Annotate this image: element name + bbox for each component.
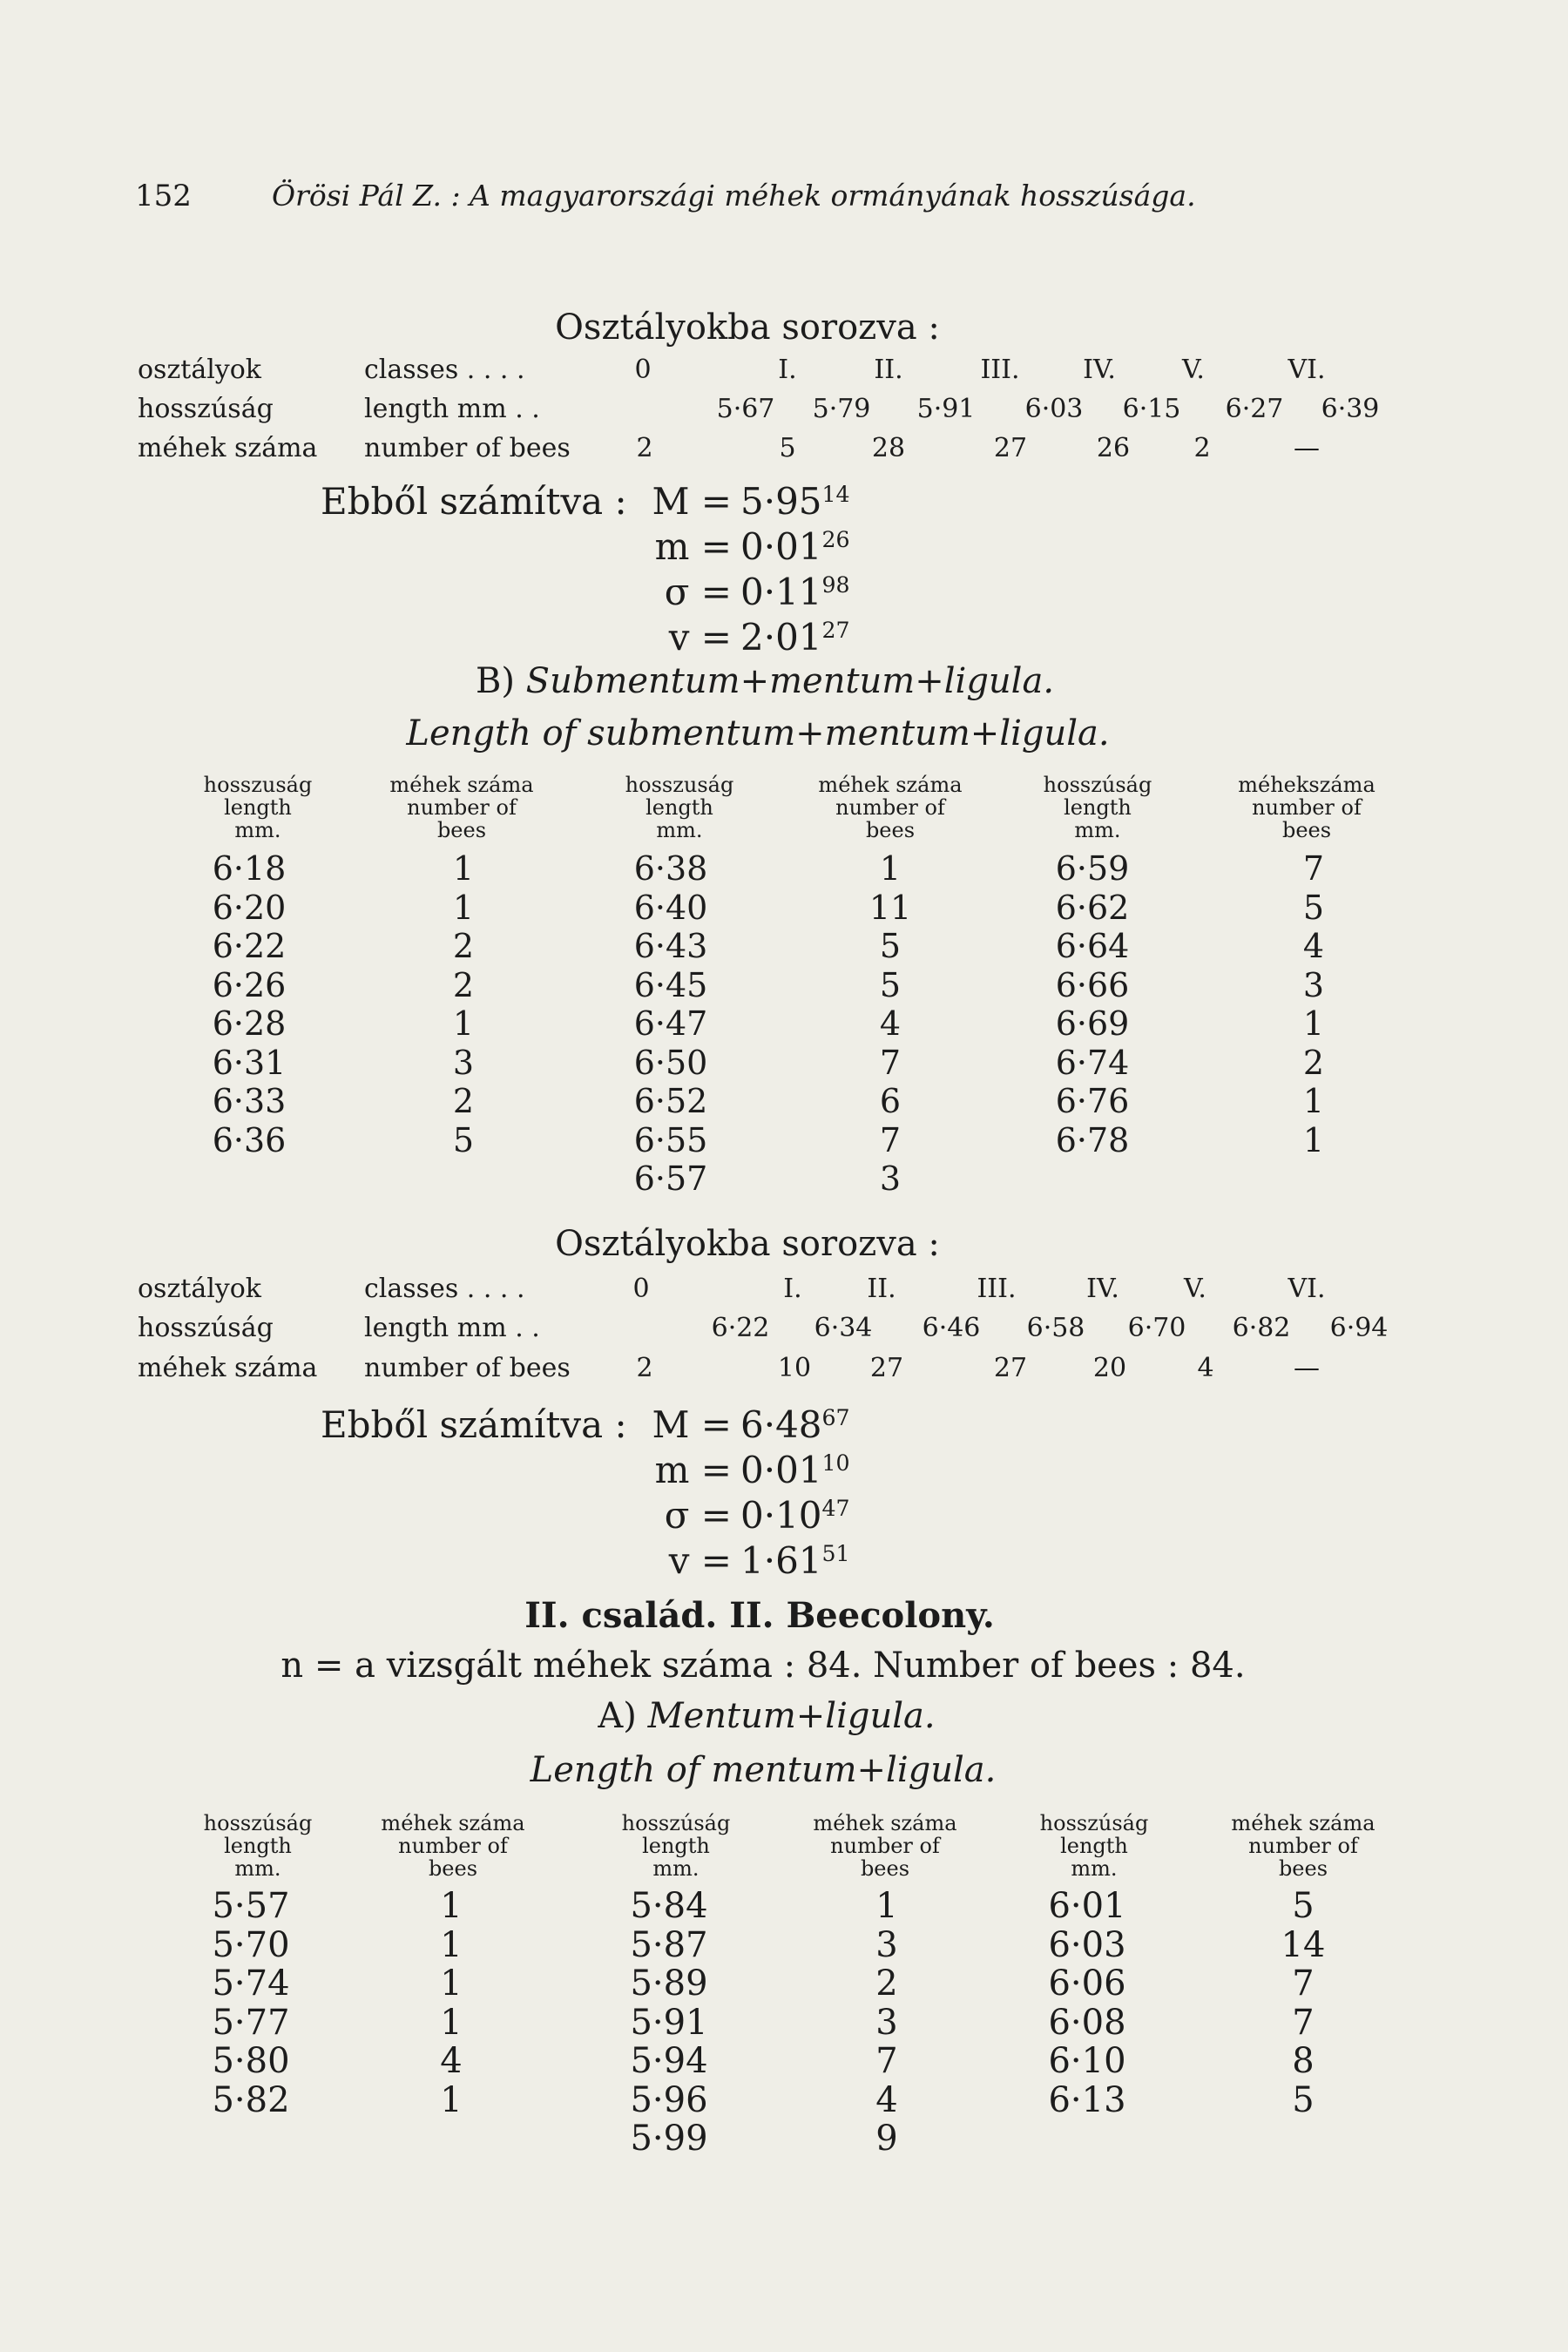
label-classes-hu: osztályok bbox=[138, 1274, 261, 1304]
table-length-cell: 5·80 bbox=[212, 2041, 290, 2081]
table-length-cell: 5·91 bbox=[630, 2002, 708, 2043]
stat-value-M: $6\cdot 48^{67}$ bbox=[740, 1403, 850, 1446]
table-length-cell: 6·62 bbox=[1055, 888, 1130, 927]
section-b-title: B) Submentum+mentum+ligula. bbox=[475, 661, 1055, 701]
table-bees-cell: 3 bbox=[875, 2002, 898, 2043]
table-length-cell: 6·06 bbox=[1048, 1963, 1126, 2004]
bees-cell: 10 bbox=[777, 1353, 812, 1383]
table-length-cell: 6·52 bbox=[633, 1082, 708, 1120]
col-header-bees: méhek száma number of bees bbox=[813, 1811, 957, 1881]
table-bees-cell: 1 bbox=[440, 2079, 463, 2120]
table-length-cell: 6·22 bbox=[212, 927, 287, 965]
table-length-cell: 5·94 bbox=[630, 2041, 708, 2081]
table-bees-cell: 1 bbox=[440, 1963, 463, 2004]
table-length-cell: 6·36 bbox=[212, 1120, 287, 1159]
col-header-bees: méhek száma number of bees bbox=[818, 773, 963, 842]
bees-cell: 26 bbox=[1096, 433, 1131, 463]
length-cell: 6·58 bbox=[1026, 1313, 1085, 1343]
table-length-cell: 5·89 bbox=[630, 1963, 708, 2004]
table-length-cell: 6·66 bbox=[1055, 965, 1130, 1004]
table-length-cell: 6·40 bbox=[633, 888, 708, 927]
table-bees-cell: 3 bbox=[879, 1159, 902, 1198]
length-cell: 6·27 bbox=[1225, 394, 1284, 424]
table-length-cell: 6·03 bbox=[1048, 1924, 1126, 1965]
table-length-cell: 5·74 bbox=[212, 1963, 290, 2004]
class-cell: I. bbox=[783, 1274, 802, 1304]
col-header-length: hosszuság length mm. bbox=[203, 773, 313, 842]
length-cell: 5·67 bbox=[716, 394, 775, 424]
col-header-bees: méhek száma number of bees bbox=[389, 773, 534, 842]
col-header-bees: méhek száma number of bees bbox=[381, 1811, 525, 1881]
bees-cell: — bbox=[1294, 1353, 1320, 1383]
length-cell: 6·82 bbox=[1232, 1313, 1291, 1343]
table-bees-cell: 5 bbox=[879, 927, 902, 965]
table-length-cell: 6·76 bbox=[1055, 1082, 1130, 1120]
table-bees-cell: 5 bbox=[1302, 888, 1325, 927]
table-length-cell: 6·59 bbox=[1055, 849, 1130, 888]
table-length-cell: 6·18 bbox=[212, 849, 287, 888]
bees-cell: 27 bbox=[993, 433, 1028, 463]
class-cell: IV. bbox=[1086, 1274, 1119, 1304]
table-bees-cell: 7 bbox=[1292, 1963, 1315, 2004]
bees-cell: — bbox=[1294, 433, 1320, 463]
stat-value-m: $0\cdot 01^{26}$ bbox=[740, 525, 850, 568]
stat-lhs: m = bbox=[654, 525, 732, 568]
label-length-en: length mm . . bbox=[364, 394, 540, 424]
table-length-cell: 6·20 bbox=[212, 888, 287, 927]
table-bees-cell: 6 bbox=[879, 1082, 902, 1120]
classification-title: Osztályokba sorozva : bbox=[555, 308, 940, 348]
col-header-length: hosszúság length mm. bbox=[621, 1811, 731, 1881]
table-length-cell: 6·64 bbox=[1055, 927, 1130, 965]
table-bees-cell: 3 bbox=[1302, 965, 1325, 1004]
label-length-hu: hosszúság bbox=[138, 1313, 274, 1343]
class-cell: III. bbox=[977, 1274, 1017, 1304]
stat-value-M: $5\cdot 95^{14}$ bbox=[740, 480, 850, 523]
table-bees-cell: 1 bbox=[875, 1886, 898, 1926]
bees-cell: 2 bbox=[636, 433, 653, 463]
table-bees-cell: 7 bbox=[875, 2041, 898, 2081]
bees-cell: 27 bbox=[993, 1353, 1028, 1383]
table-length-cell: 6·08 bbox=[1048, 2002, 1126, 2043]
table-length-cell: 6·26 bbox=[212, 965, 287, 1004]
table-length-cell: 6·31 bbox=[212, 1043, 287, 1082]
class-cell: IV. bbox=[1083, 355, 1116, 385]
table-bees-cell: 7 bbox=[879, 1043, 902, 1082]
table-bees-cell: 1 bbox=[452, 888, 475, 927]
col-header-length: hosszúság length mm. bbox=[1043, 773, 1152, 842]
table-bees-cell: 5 bbox=[452, 1120, 475, 1159]
class-cell: II. bbox=[874, 355, 903, 385]
stat-value-v: $2\cdot 01^{27}$ bbox=[740, 616, 850, 659]
table-bees-cell: 4 bbox=[875, 2079, 898, 2120]
table-bees-cell: 2 bbox=[452, 927, 475, 965]
table-bees-cell: 9 bbox=[875, 2119, 898, 2159]
stat-lhs: M = bbox=[652, 1403, 732, 1446]
table-length-cell: 6·01 bbox=[1048, 1886, 1126, 1926]
table-length-cell: 6·55 bbox=[633, 1120, 708, 1159]
length-cell: 6·70 bbox=[1127, 1313, 1186, 1343]
stat-lhs: m = bbox=[654, 1449, 732, 1491]
table-bees-cell: 1 bbox=[440, 2002, 463, 2043]
table-bees-cell: 7 bbox=[879, 1120, 902, 1159]
class-cell: I. bbox=[778, 355, 797, 385]
table-bees-cell: 1 bbox=[440, 1924, 463, 1965]
table-bees-cell: 1 bbox=[879, 849, 902, 888]
length-cell: 5·79 bbox=[812, 394, 871, 424]
col-header-bees: méhek száma number of bees bbox=[1231, 1811, 1375, 1881]
table-length-cell: 5·99 bbox=[630, 2119, 708, 2159]
class-cell: V. bbox=[1182, 355, 1205, 385]
class-cell: 0 bbox=[632, 1274, 650, 1304]
table-bees-cell: 1 bbox=[440, 1886, 463, 1926]
bees-cell: 27 bbox=[869, 1353, 904, 1383]
table-length-cell: 6·33 bbox=[212, 1082, 287, 1120]
table-bees-cell: 2 bbox=[1302, 1043, 1325, 1082]
length-cell: 6·03 bbox=[1024, 394, 1084, 424]
table-bees-cell: 4 bbox=[1302, 927, 1325, 965]
section-a-title: A) Mentum+ligula. bbox=[598, 1696, 936, 1736]
table-bees-cell: 7 bbox=[1292, 2002, 1315, 2043]
table-length-cell: 5·82 bbox=[212, 2079, 290, 2120]
table-length-cell: 5·57 bbox=[212, 1886, 290, 1926]
class-cell: VI. bbox=[1288, 355, 1326, 385]
table-bees-cell: 5 bbox=[1292, 1886, 1315, 1926]
table-bees-cell: 8 bbox=[1292, 2041, 1315, 2081]
table-bees-cell: 14 bbox=[1281, 1924, 1326, 1965]
class-cell: V. bbox=[1184, 1274, 1206, 1304]
classification-title: Osztályokba sorozva : bbox=[555, 1224, 940, 1264]
table-length-cell: 6·47 bbox=[633, 1004, 708, 1043]
table-bees-cell: 5 bbox=[879, 965, 902, 1004]
stats-label: Ebből számítva : bbox=[321, 480, 627, 523]
table-length-cell: 6·74 bbox=[1055, 1043, 1130, 1082]
table-length-cell: 6·50 bbox=[633, 1043, 708, 1082]
bees-cell: 5 bbox=[779, 433, 796, 463]
table-bees-cell: 1 bbox=[452, 849, 475, 888]
length-cell: 6·46 bbox=[922, 1313, 981, 1343]
stats-label: Ebből számítva : bbox=[321, 1403, 627, 1446]
table-length-cell: 6·10 bbox=[1048, 2041, 1126, 2081]
col-header-length: hosszúság length mm. bbox=[203, 1811, 313, 1881]
table-bees-cell: 1 bbox=[1302, 1004, 1325, 1043]
table-bees-cell: 5 bbox=[1292, 2079, 1315, 2120]
table-length-cell: 6·43 bbox=[633, 927, 708, 965]
length-cell: 5·91 bbox=[916, 394, 976, 424]
bees-cell: 20 bbox=[1092, 1353, 1127, 1383]
label-bees-en: number of bees bbox=[364, 433, 571, 463]
table-length-cell: 6·28 bbox=[212, 1004, 287, 1043]
table-bees-cell: 11 bbox=[868, 888, 912, 927]
family-title: II. család. II. Beecolony. bbox=[524, 1595, 995, 1636]
table-length-cell: 5·77 bbox=[212, 2002, 290, 2043]
page-number: 152 bbox=[135, 179, 192, 213]
label-bees-hu: méhek száma bbox=[138, 1353, 318, 1383]
label-classes-en: classes . . . . bbox=[364, 1274, 525, 1304]
running-title: Örösi Pál Z. : A magyarországi méhek ormányának hosszúsága. bbox=[272, 179, 1196, 213]
stat-lhs: σ = bbox=[664, 1494, 732, 1537]
stat-lhs: M = bbox=[652, 480, 732, 523]
col-header-length: hosszúság length mm. bbox=[1039, 1811, 1149, 1881]
section-a-subtitle: Length of mentum+ligula. bbox=[530, 1750, 997, 1790]
length-cell: 6·22 bbox=[711, 1313, 770, 1343]
label-classes-hu: osztályok bbox=[138, 355, 261, 385]
table-bees-cell: 4 bbox=[440, 2041, 463, 2081]
bees-count-line: n = a vizsgált méhek száma : 84. Number of bees : 84. bbox=[280, 1646, 1246, 1686]
stat-lhs: v = bbox=[668, 616, 732, 659]
section-b-subtitle: Length of submentum+mentum+ligula. bbox=[406, 713, 1110, 754]
table-bees-cell: 3 bbox=[452, 1043, 475, 1082]
table-bees-cell: 1 bbox=[1302, 1120, 1325, 1159]
label-bees-hu: méhek száma bbox=[138, 433, 318, 463]
table-length-cell: 5·84 bbox=[630, 1886, 708, 1926]
stat-lhs: v = bbox=[668, 1539, 732, 1582]
table-length-cell: 6·57 bbox=[633, 1159, 708, 1198]
class-cell: 0 bbox=[634, 355, 652, 385]
col-header-bees: méhekszáma number of bees bbox=[1238, 773, 1375, 842]
table-length-cell: 6·45 bbox=[633, 965, 708, 1004]
bees-cell: 2 bbox=[636, 1353, 653, 1383]
class-cell: VI. bbox=[1288, 1274, 1326, 1304]
label-length-hu: hosszúság bbox=[138, 394, 274, 424]
stat-value-sigma: $0\cdot 10^{47}$ bbox=[740, 1494, 850, 1537]
table-bees-cell: 3 bbox=[875, 1924, 898, 1965]
table-bees-cell: 7 bbox=[1302, 849, 1325, 888]
table-length-cell: 5·96 bbox=[630, 2079, 708, 2120]
col-header-length: hosszuság length mm. bbox=[625, 773, 734, 842]
bees-cell: 28 bbox=[871, 433, 906, 463]
length-cell: 6·34 bbox=[814, 1313, 873, 1343]
class-cell: III. bbox=[980, 355, 1020, 385]
table-bees-cell: 2 bbox=[452, 1082, 475, 1120]
bees-cell: 4 bbox=[1197, 1353, 1214, 1383]
table-length-cell: 6·13 bbox=[1048, 2079, 1126, 2120]
table-bees-cell: 4 bbox=[879, 1004, 902, 1043]
table-length-cell: 6·38 bbox=[633, 849, 708, 888]
label-bees-en: number of bees bbox=[364, 1353, 571, 1383]
stat-value-sigma: $0\cdot 11^{98}$ bbox=[740, 571, 850, 613]
table-length-cell: 6·78 bbox=[1055, 1120, 1130, 1159]
stat-lhs: σ = bbox=[664, 571, 732, 613]
label-length-en: length mm . . bbox=[364, 1313, 540, 1343]
length-cell: 6·94 bbox=[1329, 1313, 1389, 1343]
class-cell: II. bbox=[867, 1274, 896, 1304]
bees-cell: 2 bbox=[1193, 433, 1211, 463]
length-cell: 6·15 bbox=[1122, 394, 1181, 424]
table-bees-cell: 1 bbox=[452, 1004, 475, 1043]
table-bees-cell: 2 bbox=[452, 965, 475, 1004]
stat-value-m: $0\cdot 01^{10}$ bbox=[740, 1449, 850, 1491]
table-bees-cell: 2 bbox=[875, 1963, 898, 2004]
table-bees-cell: 1 bbox=[1302, 1082, 1325, 1120]
table-length-cell: 5·87 bbox=[630, 1924, 708, 1965]
table-length-cell: 5·70 bbox=[212, 1924, 290, 1965]
length-cell: 6·39 bbox=[1321, 394, 1380, 424]
stat-value-v: $1\cdot 61^{51}$ bbox=[740, 1539, 850, 1582]
label-classes-en: classes . . . . bbox=[364, 355, 525, 385]
table-length-cell: 6·69 bbox=[1055, 1004, 1130, 1043]
